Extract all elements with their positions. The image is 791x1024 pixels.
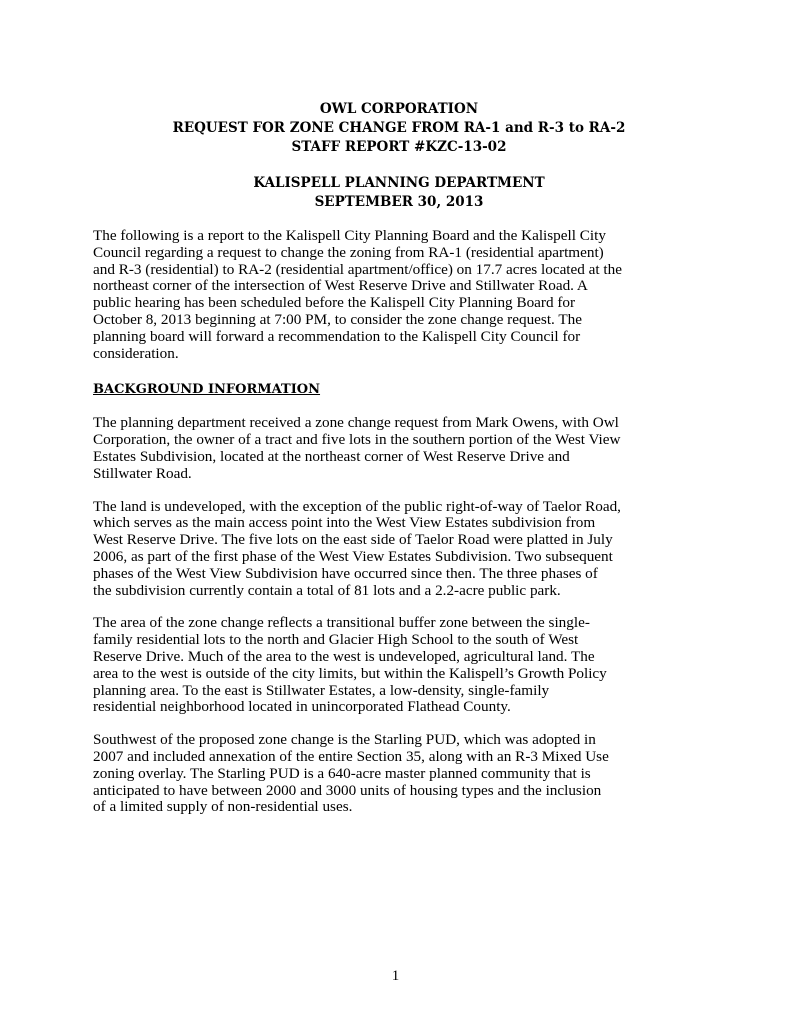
text-line: area to the west is outside of the city limits, but within the Kalispell’s Growth Policy (93, 664, 607, 682)
text-line: Stillwater Road. (93, 464, 192, 482)
text-line: phases of the West View Subdivision have occurred since then. The three phases of (93, 564, 598, 582)
paragraph-area (93, 615, 705, 716)
text-line: The planning department received a zone change request from Mark Owens, with Owl (93, 414, 619, 432)
paragraph-starling (93, 732, 705, 816)
text-line: 2006, as part of the first phase of the West View Estates Subdivision. Two subsequent (93, 547, 613, 565)
paragraph-request (93, 415, 705, 482)
text-line: planning area. To the east is Stillwater Estates, a low-density, single-family (93, 681, 550, 699)
intro-paragraph (93, 228, 705, 362)
text-line: West Reserve Drive. The five lots on the east side of Taelor Road were platted in July (93, 531, 613, 549)
text-line: and R-3 (residential) to RA-2 (residential apartment/office) on 17.7 acres located at the (93, 260, 622, 278)
text-line: Corporation, the owner of a tract and five lots in the southern portion of the West View (93, 431, 621, 449)
text-line: residential neighborhood located in unincorporated Flathead County. (93, 698, 511, 716)
section-heading: BACKGROUND INFORMATION (93, 382, 321, 398)
text-line: family residential lots to the north and Glacier High School to the south of West (93, 631, 579, 649)
text-line: the subdivision currently contain a total of 81 lots and a 2.2-acre public park. (93, 581, 561, 599)
text-line: Council regarding a request to change the zoning from RA-1 (residential apartment) (93, 243, 604, 261)
text-line: The land is undeveloped, with the exception of the public right-of-way of Taelor Road, (93, 497, 621, 515)
text-line: The area of the zone change reflects a transitional buffer zone between the single- (93, 614, 590, 632)
text-line: Estates Subdivision, located at the northeast corner of West Reserve Drive and (93, 447, 570, 465)
report-title-block (93, 100, 705, 212)
text-line: zoning overlay. The Starling PUD is a 640-acre master planned community that is (93, 764, 591, 782)
text-line: Southwest of the proposed zone change is the Starling PUD, which was adopted in (93, 731, 596, 749)
title-line-department: KALISPELL PLANNING DEPARTMENT (253, 175, 545, 191)
text-line: planning board will forward a recommendation to the Kalispell City Council for (93, 327, 581, 345)
title-line-report-number: STAFF REPORT #KZC-13-02 (291, 139, 507, 155)
title-spacer (93, 157, 705, 174)
text-line: Reserve Drive. Much of the area to the west is undeveloped, agricultural land. The (93, 647, 595, 665)
title-line-date: SEPTEMBER 30, 2013 (314, 194, 484, 210)
page-number: 1 (391, 968, 400, 984)
text-line: of a limited supply of non-residential uses. (93, 798, 353, 816)
text-line: anticipated to have between 2000 and 3000 units of housing types and the inclusion (93, 781, 602, 799)
text-line: 2007 and included annexation of the entire Section 35, along with an R-3 Mixed Use (93, 747, 609, 765)
document-page (93, 100, 705, 832)
paragraph-land (93, 499, 705, 600)
spacer (93, 212, 705, 228)
text-line: northeast corner of the intersection of West Reserve Drive and Stillwater Road. A (93, 277, 588, 295)
text-line: October 8, 2013 beginning at 7:00 PM, to consider the zone change request. The (93, 310, 582, 328)
title-line-request: REQUEST FOR ZONE CHANGE FROM RA-1 and R-3 to RA-2 (172, 120, 626, 136)
title-line-company: OWL CORPORATION (319, 101, 479, 117)
text-line: The following is a report to the Kalispell City Planning Board and the Kalispell City (93, 227, 606, 244)
text-line: public hearing has been scheduled before the Kalispell City Planning Board for (93, 294, 576, 312)
text-line: which serves as the main access point into the West View Estates subdivision from (93, 514, 596, 532)
text-line: consideration. (93, 344, 179, 362)
